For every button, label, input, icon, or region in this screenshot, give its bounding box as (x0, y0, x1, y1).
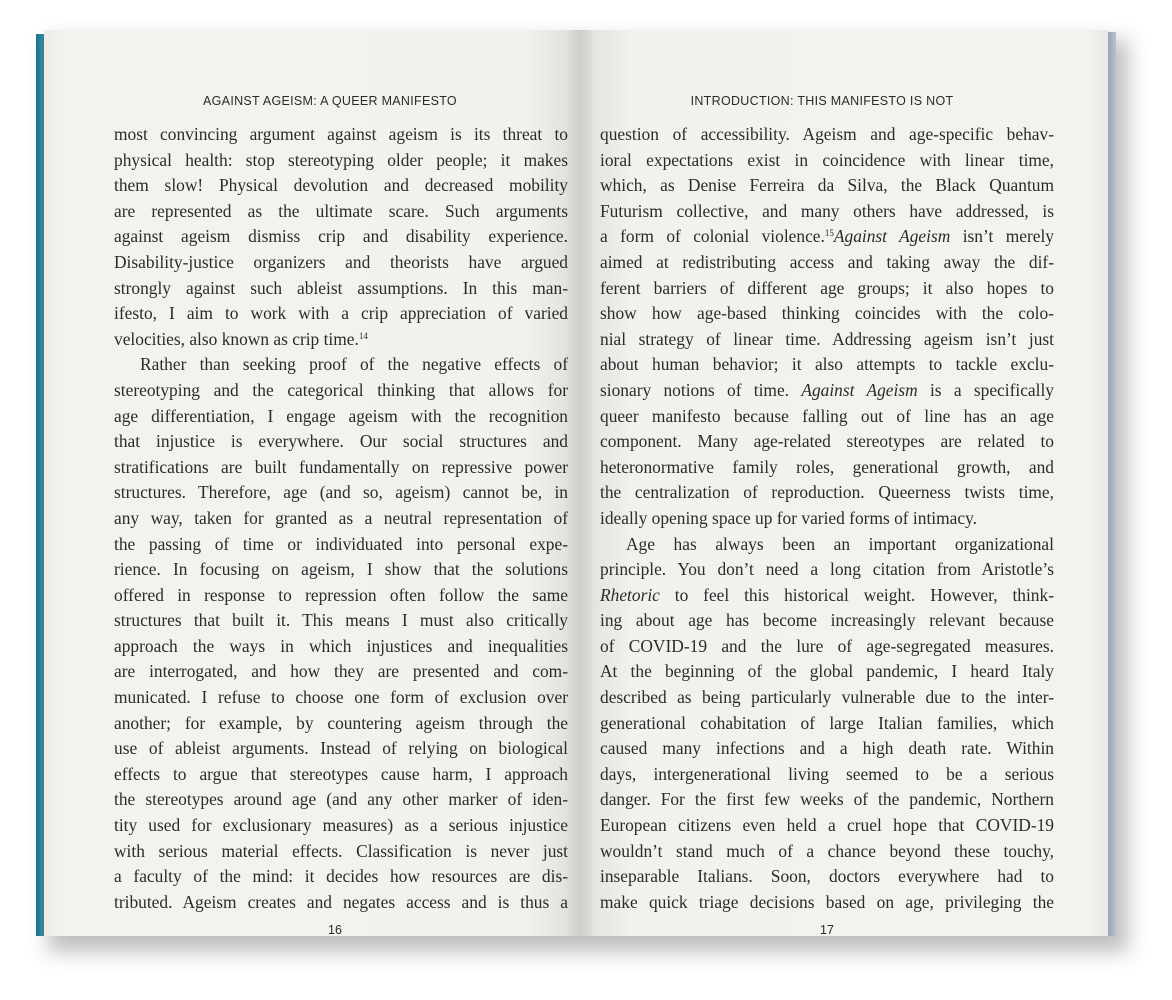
text-line: age differentiation, I engage ageism with the recognition (114, 405, 568, 426)
text-line: nial strategy of linear time. Addressing ageism isn’t just (600, 328, 1054, 349)
text-line: offered in response to repression often follow the same (114, 584, 568, 605)
text-line: described as being particularly vulnerable due to the inter- (600, 687, 1054, 708)
text-line: stereotyping and the categorical thinking that allows for (114, 379, 568, 400)
text-line: are interrogated, and how they are presented and com- (114, 661, 568, 682)
text-line: component. Many age-related stereotypes are related to (600, 431, 1054, 452)
text-line: danger. For the first few weeks of the pandemic, Northern (600, 789, 1054, 810)
text-line: queer manifesto because falling out of line has an age (600, 405, 1054, 426)
right-page (580, 30, 1108, 936)
text-line: approach the ways in which injustices and inequalities (114, 635, 568, 656)
body-text (114, 122, 568, 915)
text-line: European citizens even held a cruel hope that COVID-19 (600, 815, 1054, 836)
text-line: At the beginning of the global pandemic, I heard Italy (600, 661, 1054, 682)
text-line: structures. Therefore, age (and so, ageism) cannot be, in (114, 482, 568, 503)
text-line: ideally opening space up for varied forms of intimacy. (600, 507, 977, 528)
text-line: Futurism collective, and many others have addressed, is (600, 200, 1054, 221)
text-line: velocities, also known as crip time.$^{14}$ (114, 328, 368, 349)
text-line: a form of colonial violence.$^{15}$Against Ageism isn’t merely (600, 226, 1054, 247)
text-line: use of ableist arguments. Instead of relying on biological (114, 738, 568, 759)
text-line: the centralization of reproduction. Queerness twists time, (600, 482, 1054, 503)
text-line: are represented as the ultimate scare. Such arguments (114, 200, 568, 221)
text-line: Age has always been an important organizational (626, 533, 1054, 554)
text-line: wouldn’t stand much of a chance beyond these touchy, (600, 840, 1054, 861)
text-line: with serious material effects. Classification is never just (114, 840, 568, 861)
text-line: most convincing argument against ageism is its threat to (114, 124, 568, 144)
text-line: of COVID-19 and the lure of age-segregated measures. (600, 635, 1054, 656)
text-line: principle. You don’t need a long citation from Aristotle’s (600, 559, 1054, 580)
text-line: ifesto, I aim to work with a crip appreciation of varied (114, 303, 568, 324)
text-line: days, intergenerational living seemed to be a serious (600, 763, 1054, 784)
text-line: the stereotypes around age (and any other marker of iden- (114, 789, 568, 810)
text-line: another; for example, by countering ageism through the (114, 712, 568, 733)
running-head: AGAINST AGEISM: A QUEER MANIFESTO (203, 94, 457, 108)
text-line: caused many infections and a high death rate. Within (600, 738, 1054, 759)
text-line: rience. In focusing on ageism, I show that the solutions (114, 559, 568, 580)
text-line: tity used for exclusionary measures) as a serious injustice (114, 815, 568, 836)
page-number: 16 (328, 923, 342, 937)
text-line: Rather than seeking proof of the negative effects of (140, 354, 568, 375)
footnote-marker: 14 (358, 330, 368, 341)
text-line: inseparable Italians. Soon, doctors everywhere had to (600, 866, 1054, 887)
text-line: which, as Denise Ferreira da Silva, the Black Quantum (600, 175, 1054, 196)
footnote-marker: 15 (824, 228, 834, 239)
text-line: effects to argue that stereotypes cause harm, I approach (114, 763, 568, 784)
text-line: them slow! Physical devolution and decreased mobility (114, 175, 568, 196)
text-line: make quick triage decisions based on age, privileging the (600, 891, 1054, 912)
text-line: municated. I refuse to choose one form of exclusion over (114, 687, 568, 708)
text-line: heteronormative family roles, generational growth, and (600, 456, 1054, 477)
text-line: physical health: stop stereotyping older people; it makes (114, 149, 568, 170)
text-line: that injustice is everywhere. Our social structures and (114, 431, 568, 452)
text-line: sionary notions of time. Against Ageism is a specifically (600, 379, 1055, 400)
body-text (600, 122, 1054, 915)
italic-title: Against Ageism (833, 226, 951, 247)
text-line: ing about age has become increasingly relevant because (600, 610, 1054, 631)
page-number: 17 (820, 923, 834, 937)
text-line: ferent barriers of different age groups; it also hopes to (600, 277, 1054, 298)
text-line: about human behavior; it also attempts to tackle exclu- (600, 354, 1054, 375)
text-line: Rhetoric to feel this historical weight. However, think- (600, 584, 1054, 605)
left-page (44, 30, 580, 936)
text-line: structures that built it. This means I must also critically (114, 610, 568, 631)
running-head: INTRODUCTION: THIS MANIFESTO IS NOT (690, 94, 954, 108)
text-line: ioral expectations exist in coincidence with linear time, (600, 149, 1054, 170)
text-line: tributed. Ageism creates and negates access and is thus a (114, 891, 568, 912)
italic-title: Rhetoric (600, 584, 660, 605)
text-line: stratifications are built fundamentally on repressive power (114, 456, 568, 477)
text-line: generational cohabitation of large Italian families, which (600, 712, 1054, 733)
text-line: Disability-justice organizers and theorists have argued (114, 251, 568, 272)
text-line: question of accessibility. Ageism and age-specific behav- (600, 124, 1054, 144)
text-line: strongly against such ableist assumptions. In this man- (114, 277, 568, 298)
text-line: aimed at redistributing access and taking away the dif- (600, 251, 1054, 272)
text-line: against ageism dismiss crip and disability experience. (114, 226, 568, 247)
text-line: show how age-based thinking coincides with the colo- (600, 303, 1054, 324)
italic-title: Against Ageism (801, 379, 918, 400)
text-line: any way, taken for granted as a neutral representation of (114, 507, 568, 528)
text-line: a faculty of the mind: it decides how resources are dis- (114, 866, 568, 887)
text-line: the passing of time or individuated into personal expe- (114, 533, 568, 554)
